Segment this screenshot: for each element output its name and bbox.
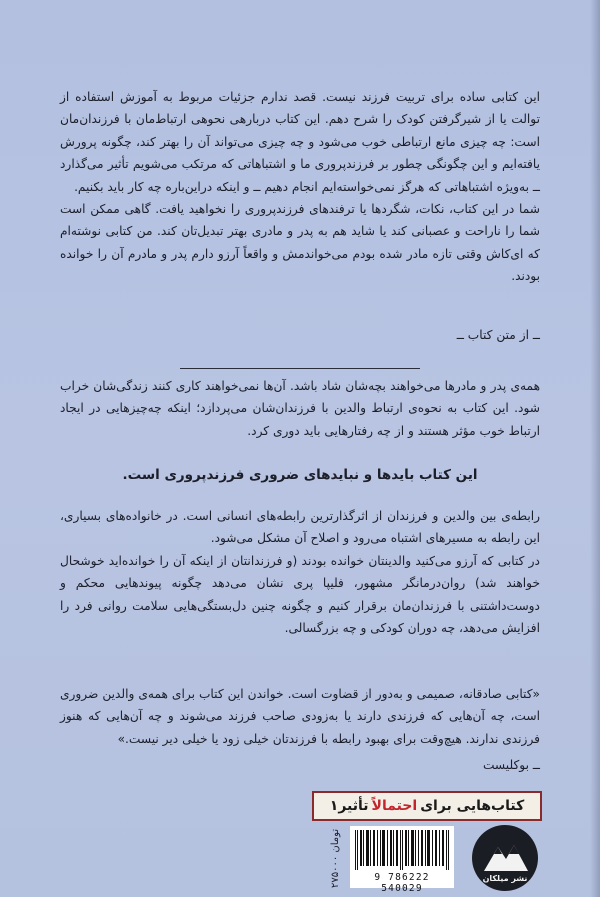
review-quote-text: «کتابی صادقانه، صمیمی و به‌دور از قضاوت است. خواندن این کتاب برای همه‌ی والدین ضروری است، چه آن‌هایی که فرزندی دارند یا به‌زودی صاحب فرزند می‌شوند و چه آن‌هایی که هنوز فرزندی ندارند. هیچ‌وقت برای بهبود رابطه با فرزندتان خیلی زود یا خیلی دیر نیست.» <box>60 687 540 746</box>
review-quote <box>60 683 540 750</box>
body-paragraph-1: رابطه‌ی بین والدین و فرزندان از اثرگذارترین رابطه‌های انسانی است. در خانواده‌های بسیاری، این رابطه به مسیرهای اشتباه می‌رود و اصلاح آن مشکل می‌شود. <box>60 509 540 546</box>
price-label: ۲۷۵۰۰۰ تومان <box>330 828 341 888</box>
barcode <box>350 826 454 894</box>
excerpt-paragraph-1: این کتابی ساده برای تربیت فرزند نیست. قصد ندارم جزئیات مربوط به آموزش استفاده از توالت یا از شیرگرفتن کودک را شرح دهم. این کتاب دربارهی نحوهی ارتباط‌مان با فرزندان‌مان است: چه چیزی مانع ارتباطی خوب می‌شود و چه چیزی می‌تواند آن را بهتر کند، چگونه پرورش یافته‌ایم و این چگونگی چطور بر فرزندپروری ما و اشتباهاتی که مرتکب می‌شویم تأثیر می‌گذارد ــ به‌ویژه اشتباهاتی که هرگز نمی‌خواسته‌ایم انجام دهیم ــ و اینکه دراین‌باره چه کار باید بکنیم. <box>60 90 540 194</box>
series-label-accent: احتمالاً <box>371 798 418 814</box>
headline: این کتاب بایدها و نبایدهای ضروری فرزندپروری است. <box>122 467 478 483</box>
excerpt-source: ــ از متن کتاب ــ <box>456 328 540 342</box>
excerpt-block <box>60 86 540 288</box>
barcode-number: 9 786222 540029 <box>374 872 430 894</box>
body-block <box>60 505 540 639</box>
series-label-start: کتاب‌هایی برای <box>420 798 525 814</box>
excerpt-paragraph-2: شما در این کتاب، نکات، شگردها یا ترفندهای فرزندپروری را نخواهید یافت. گاهی ممکن است شما را ناراحت و عصبانی کند یا شاید هم به پدر و مادری بهتر تبدیل‌تان کند. من کتابی نوشته‌ام که ای‌کاش وقتی تازه مادر شده بودم می‌خواندمش و واقعاً آرزو دارم پدر و مادرم آن را خوانده بودند. <box>60 202 540 284</box>
publisher-name: نشر میلکان <box>482 874 528 883</box>
body-paragraph-2: در کتابی که آرزو می‌کنید والدینتان خوانده بودند (و فرزندانتان از اینکه آن را خوانده‌اید خوشحال خواهند شد) روان‌درمانگر مشهور، فلیپا پری نشان می‌دهد چگونه پیوندهایی محکم و دوست‌داشتنی با فرزندان‌مان برقرار کنیم و چگونه چنین دل‌بستگی‌هایی سلامت روانی فرد را افزایش می‌دهد، چه دوران کودکی و چه بزرگسالی. <box>60 553 540 636</box>
blurb-text: همه‌ی پدر و مادرها می‌خواهند بچه‌شان شاد باشد. آن‌ها نمی‌خواهند کاری کنند زندگی‌شان خراب شود. این کتاب به نحوه‌ی ارتباط والدین با فرزندان‌شان می‌پردازد؛ اینکه چه‌چیزهایی در ایجاد ارتباط خوب مؤثر هستند و از چه رفتارهایی باید دوری کرد. <box>60 379 540 438</box>
section-divider <box>180 368 420 369</box>
review-quote-author: ــ بوکلیست <box>482 758 540 772</box>
series-badge <box>312 791 542 821</box>
barcode-bars-icon <box>355 830 449 870</box>
spine-shadow <box>590 0 600 897</box>
blurb-paragraph <box>60 375 540 442</box>
series-label-end: تأثیر۱ <box>329 798 369 814</box>
